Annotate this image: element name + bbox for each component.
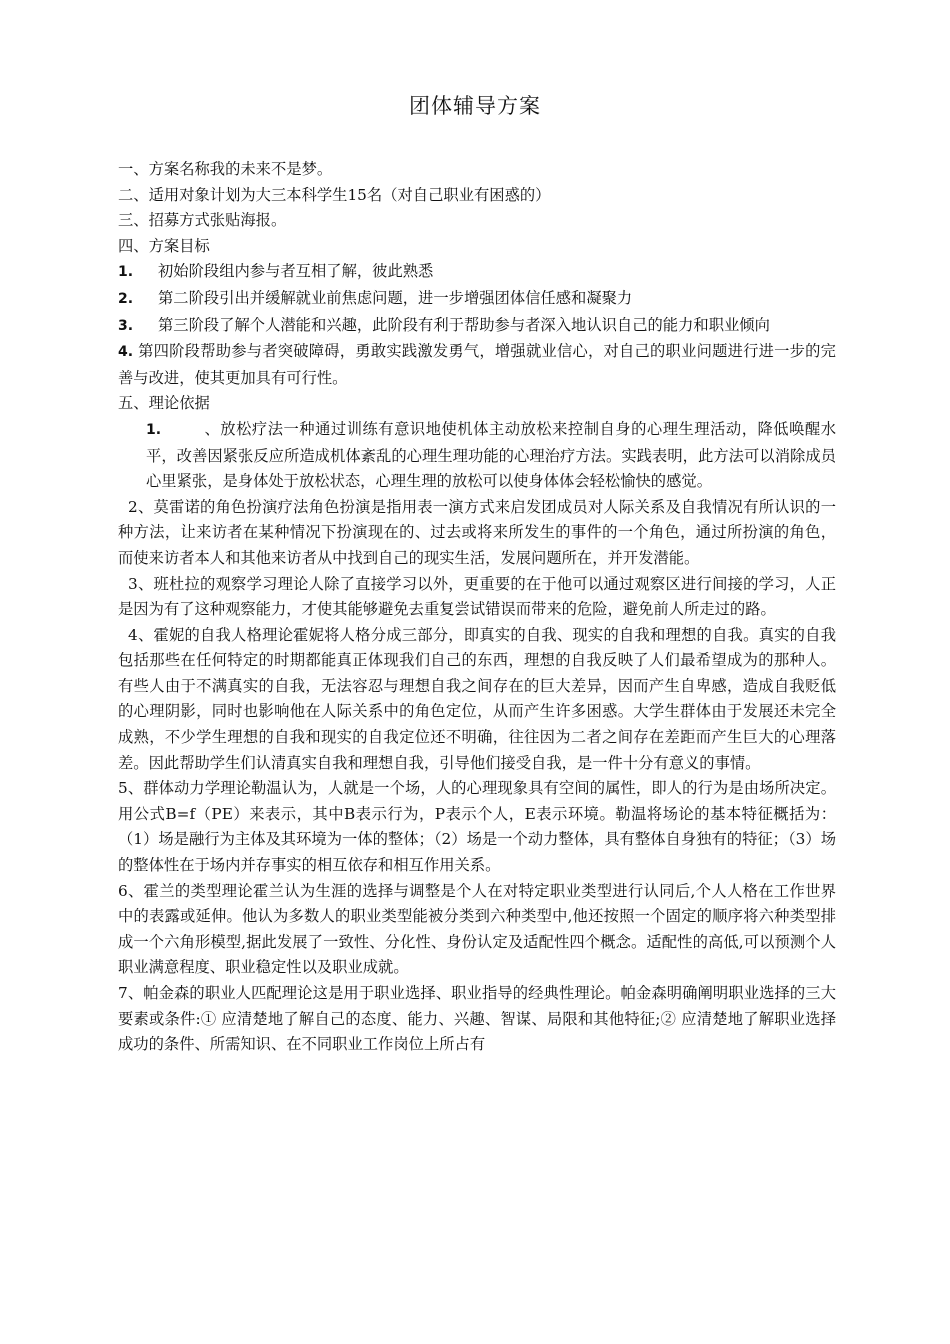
theory-item-2: 2、莫雷诺的角色扮演疗法角色扮演是指用表一演方式来启发团成员对人际关系及自我情况有所认识的一种方法，让来访者在某种情况下扮演现在的、过去或将来所发生的事件的一个角色，通过所扮演的角色，而使来访者本人和其他来访者从中找到自己的现实生活，发展问题所在，并开发潜能。 xyxy=(118,497,836,567)
goal-item-1 xyxy=(118,259,836,286)
goal-text: 初始阶段组内参与者互相了解，彼此熟悉 xyxy=(158,262,434,281)
goal-text: 第二阶段引出并缓解就业前焦虑问题，进一步增强团体信任感和凝聚力 xyxy=(158,288,633,307)
theory-item-5: 5、群体动力学理论勒温认为，人就是一个场，人的心理现象具有空间的属性，即人的行为是由场所决定。用公式B=f（PE）来表示，其中B表示行为，P表示个人，E表示环境。勒温将场论的基本特征概括为：（1）场是融行为主体及其环境为一体的整体；（2）场是一个动力整体，具有整体自身独有的特征；（3）场的整体性在于场内并存事实的相互依存和相互作用关系。 xyxy=(118,779,836,875)
theory-item-6: 6、霍兰的类型理论霍兰认为生涯的选择与调整是个人在对特定职业类型进行认同后,个人人格在工作世界中的表露或延伸。他认为多数人的职业类型能被分类到六种类型中,他还按照一个固定的顺序将六种类型排成一个六角形模型,据此发展了一致性、分化性、身份认定及适配性四个概念。适配性的高低,可以预测个人职业满意程度、职业稳定性以及职业成就。 xyxy=(118,881,836,977)
section-theory-heading: 五、理论依据 xyxy=(118,394,210,413)
goal-number: 4. xyxy=(118,344,134,361)
theory-item-4: 4、霍妮的自我人格理论霍妮将人格分成三部分，即真实的自我、现实的自我和理想的自我。真实的自我包括那些在任何特定的时期都能真正体现我们自己的东西，理想的自我反映了人们最希望成为的那种人。有些人由于不满真实的自我，无法容忍与理想自我之间存在的巨大差异，因而产生自卑感，造成自我贬低的心理阴影，同时也影响他在人际关系中的角色定位，从而产生许多困惑。大学生群体由于发展还未完全成熟，不少学生理想的自我和现实的自我定位还不明确，往往因为二者之间存在差距而产生巨大的心理落差。因此帮助学生们认清真实自我和理想自我，引导他们接受自我，是一件十分有意义的事情。 xyxy=(118,625,836,772)
goal-text: 第三阶段了解个人潜能和兴趣，此阶段有利于帮助参与者深入地认识自己的能力和职业倾向 xyxy=(158,315,770,334)
section-goals-heading: 四、方案目标 xyxy=(118,236,210,255)
goal-item-3 xyxy=(118,313,836,340)
section-recruitment: 三、招募方式张贴海报。 xyxy=(118,211,287,230)
goal-number: 1. xyxy=(118,264,134,281)
theory-number: 1. xyxy=(146,421,162,438)
document-body xyxy=(118,157,836,1058)
theory-text: 、放松疗法一种通过训练有意识地使机体主动放松来控制自身的心理生理活动，降低唤醒水平，改善因紧张反应所造成机体紊乱的心理生理功能的心理治疗方法。实践表明，此方法可以消除成员心里紧张，是身体处于放松状态，心理生理的放松可以使身体体会轻松愉快的感觉。 xyxy=(146,419,836,491)
goal-item-4 xyxy=(118,339,836,391)
theory-item-1 xyxy=(118,417,836,495)
theory-item-3: 3、班杜拉的观察学习理论人除了直接学习以外，更重要的在于他可以通过观察区进行间接的学习，人正是因为有了这种观察能力，才使其能够避免去重复尝试错误而带来的危险，避免前人所走过的路。 xyxy=(118,574,836,619)
goal-item-2 xyxy=(118,286,836,313)
goal-number: 3. xyxy=(118,317,134,334)
goal-text: 第四阶段帮助参与者突破障碍，勇敢实践激发勇气，增强就业信心，对自己的职业问题进行进一步的完善与改进，使其更加具有可行性。 xyxy=(118,342,836,387)
goal-number: 2. xyxy=(118,290,134,307)
section-target-audience: 二、适用对象计划为大三本科学生15名（对自己职业有困惑的） xyxy=(118,185,551,204)
document-title: 团体辅导方案 xyxy=(409,94,541,118)
theory-item-7: 7、帕金森的职业人匹配理论这是用于职业选择、职业指导的经典性理论。帕金森明确阐明职业选择的三大要素或条件:① 应清楚地了解自己的态度、能力、兴趣、智谋、局限和其他特征;② 应清楚地了解职业选择成功的条件、所需知识、在不同职业工作岗位上所占有 xyxy=(118,984,836,1054)
section-plan-name: 一、方案名称我的未来不是梦。 xyxy=(118,160,333,178)
